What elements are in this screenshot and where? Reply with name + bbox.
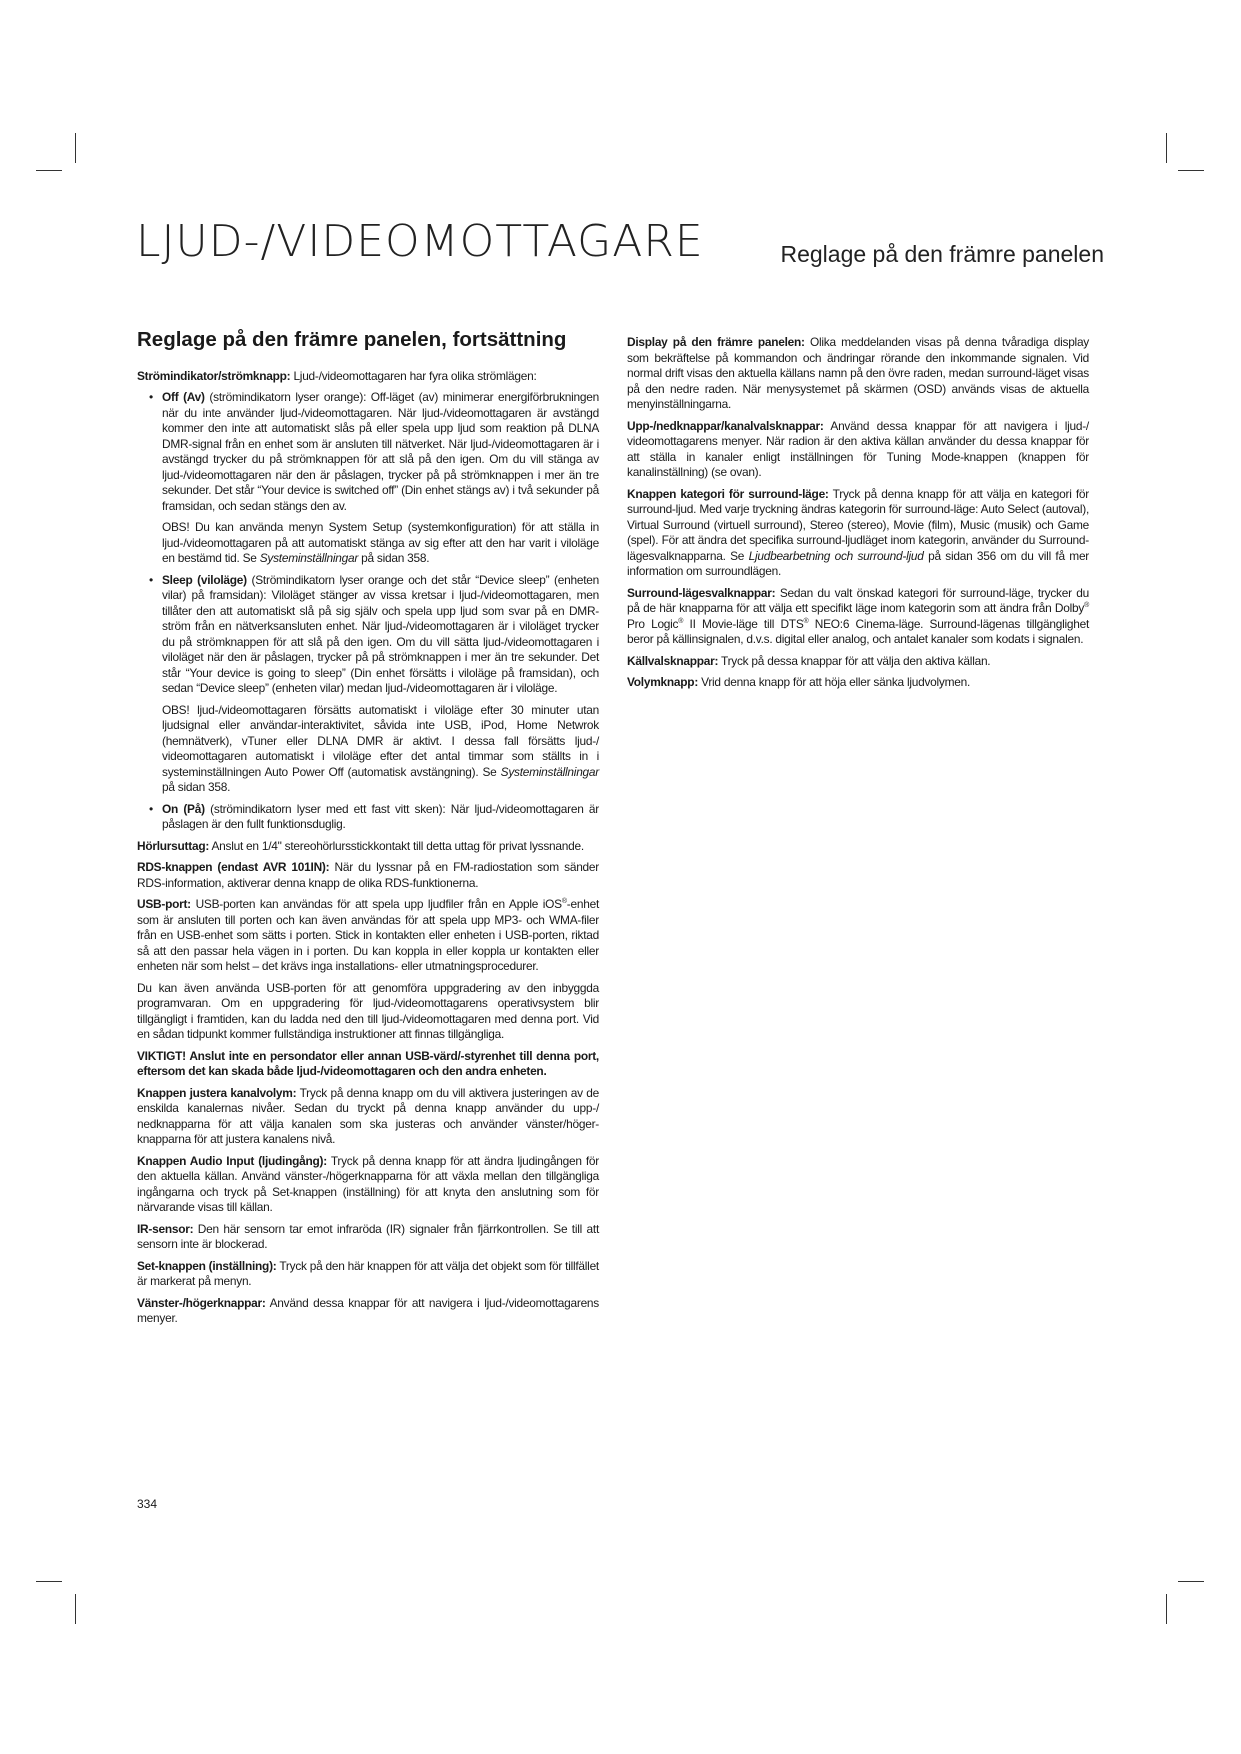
document-title: LJUD-/VIDEOMOTTAGARE [136,216,704,267]
warning-text: VIKTIGT! Anslut inte en persondator eller annan USB-värd/-styrenhet till denna port, eftersom det kan skada både ljud-/videomottagaren och den andra enheten. [137,1048,599,1078]
note-off: OBS! Du kan använda menyn System Setup (systemkonfiguration) för att ställa in ljud-/videomottagaren på att automatiskt stänga av sig efter att den har varit i viloläge en bestämd tid. Se Systeminställningar på sidan 358. [162,520,599,565]
crop-mark [75,1594,76,1624]
label-sleep: Sleep (viloläge) [162,572,247,587]
page-heading: Reglage på den främre panelen, fortsättning [137,328,567,351]
paragraph-ir-sensor: IR-sensor: Den här sensorn tar emot infraröda (IR) signaler från fjärrkontrollen. Se till att sensorn inte är blockerad. [137,1221,599,1251]
crop-mark [1166,1594,1167,1624]
link-sound-processing: Ljudbearbetning och surround-ljud [748,548,924,563]
paragraph-channel-volume: Knappen justera kanalvolym: Tryck på denna knapp om du vill aktivera justeringen av de enskilda kanalernas nivåer. Sedan du tryckt på denna knapp använder du upp-/ nedknapparna för att välja kanalen som ska justeras och använder vänster/höger-knapparna för att justera kanalens nivå. [137,1085,599,1146]
right-column [627,335,1089,697]
link-system-settings: Systeminställningar [259,551,359,565]
power-modes-list [137,390,599,833]
crop-mark [1178,170,1204,171]
link-system-settings: Systeminställningar [500,764,599,779]
paragraph-surround-category: Knappen kategori för surround-läge: Tryck på denna knapp för att välja en kategori för surround-ljud. Med varje tryckning ändras kategorin för surround-läge: Auto Select (autoval), Virtual Surround (virtuell surround), Stereo (stereo), Movie (film), Music (musik) och Game (spel). För att ändra det specifika surround-ljudläget inom kategorin, använder du Surround-lägesvalknapparna. Se Ljudbearbetning och surround-ljud på sidan 356 om du vill få mer information om surroundlägen. [627,486,1090,578]
paragraph-left-right-buttons: Vänster-/högerknappar: Använd dessa knappar för att navigera i ljud-/videomottagarens menyer. [137,1295,599,1325]
paragraph-power: Strömindikator/strömknapp: Ljud-/videomottagaren har fyra olika strömlägen: [137,368,537,383]
paragraph-display: Display på den främre panelen: Olika meddelanden visas på denna tvåradiga display som bekräftelse på kommandon och ändringar rörande den inkommande signalen. Vid normal drift visas den aktuella källans namn på den övre raden, medan surround-läget visas på den nedre raden. När menysystemet på skärmen (OSD) används visas de aktuella menyinställningarna. [627,335,1090,411]
paragraph-up-down: Upp-/nedknappar/kanalvalsknappar: Använd dessa knappar för att navigera i ljud-/ videomottagarens menyer. När radion är den aktiva källan använder du dessa knappar för att ställa in kanaler enligt inställningen för Tuning Mode-knappen (knappen för kanalinställning) (se ovan). [627,418,1089,479]
crop-mark [75,133,76,163]
crop-mark [1178,1581,1204,1582]
paragraph-source-select: Källvalsknappar: Tryck på dessa knappar för att välja den aktiva källan. [627,653,991,668]
left-column [137,330,599,1333]
label-on: On (På) [162,801,205,816]
paragraph-usb-upgrade: Du kan även använda USB-porten för att genomföra uppgradering av den inbyggda programvaran. Om en uppgradering för ljud-/videomottagarens operativsystem blir tillgängligt i framtiden, kan du ladda ned den till ljud-/videomottagaren med denna port. Vid en sådan tidpunkt kommer fullständiga instruktioner att finnas tillgängliga. [137,980,599,1041]
section-title: Reglage på den främre panelen [780,241,1104,267]
page-number: 334 [137,1497,158,1511]
paragraph-usb: USB-port: USB-porten kan användas för att spela upp ljudfiler från en Apple iOS®-enhet som är ansluten till porten och kan även användas för att spela upp MP3- och WMA-filer från en USB-enhet som sätts i porten. Stick in kontakten eller enheten i USB-porten, riktad så att den passar hela vägen in i porten. Du kan koppla in eller koppla ur kontakten eller enheten när som helst – det krävs inga installations- eller utmatningsprocedurer. [137,897,599,973]
paragraph-rds: RDS-knappen (endast AVR 101IN): När du lyssnar på en FM-radiostation som sänder RDS-information, aktiverar denna knapp de olika RDS-funktionerna. [137,860,599,890]
crop-mark [1166,133,1167,163]
crop-mark [36,170,62,171]
label-off: Off (Av) [162,390,205,404]
crop-mark [36,1581,62,1582]
paragraph-set-button: Set-knappen (inställning): Tryck på den här knappen för att välja det objekt som för tillfället är markerat på menyn. [137,1258,599,1288]
list-item-off: • Off (Av) (strömindikatorn lyser orange): Off-läget (av) minimerar energiförbrukningen när du inte använder ljud-/videomottagaren. När ljud-/videomottagaren är avstängd kommer den inte att automatiskt slås på eller spela upp ljud som reaktion på DLNA DMR-signal från en enhet som är ansluten till nätverket. När ljud-/videomottagaren är i avstängd trycker du på strömknappen för att slå på den igen. Om du vill stänga av ljud-/videomottagaren när den är påslagen, trycker på på strömknappen i mer än tre sekunder. Det står “Your device is switched off” (Din enhet stängs av) i två sekunder på framsidan, och sedan stängs den av. OBS! Du kan använda menyn System Setup (systemkonfiguration) för att ställa in ljud-/videomottagaren på att automatiskt stänga av sig efter att den har varit i viloläge en bestämd tid. Se Systeminställningar på sidan 358. [137,390,599,567]
paragraph-volume: Volymknapp: Vrid denna knapp för att höja eller sänka ljudvolymen. [627,675,971,689]
label-power: Strömindikator/strömknapp: [137,368,291,383]
paragraph-audio-input: Knappen Audio Input (ljudingång): Tryck på denna knapp för att ändra ljudingången för den aktuella källan. Använd vänster-/högerknapparna för att växla mellan den tillgängliga ingångarna och tryck på Set-knappen (inställning) för att knyta den anslutning som för närvarande visas till källan. [137,1153,599,1214]
paragraph-surround-mode: Surround-lägesvalknappar: Sedan du valt önskad kategori för surround-läge, trycker du på de här knapparna för att välja ett specifikt läge inom kategorin som att ändra från Dolby® Pro Logic® II Movie-läge till DTS® NEO:6 Cinema-läge. Surround-lägenas tillgänglighet beror på källinsignalen, d.v.s. digital eller analog, och antalet kanaler som kodats i signalen. [627,585,1090,646]
list-item-sleep: • Sleep (viloläge) (Strömindikatorn lyser orange och det står “Device sleep” (enheten vilar) på framsidan): Viloläget stänger av vissa kretsar i ljud-/videomottagaren, men tillåter den att automatiskt slå på sig själv och spela upp ljud som svar på en DMR-ström från en nätverksansluten enhet. När ljud-/videomottagaren är i viloläget trycker du på strömknappen för att slå på den igen. Om du vill sätta ljud-/videomottagaren i viloläget när den är påslagen, trycker på på strömknappen i mer än tre sekunder. Det står “Your device is going to sleep” (Din enhet försätts i viloläge på framsidan), och sedan “Device sleep” (enheten vilar) medan ljud-/videomottagaren är i viloläge. OBS! ljud-/videomottagaren försätts automatiskt i viloläge efter 30 minuter utan ljudsignal eller användar-interaktivitet, såvida inte USB, iPod, Home Netwrok (hemnätverk), vTuner eller DLNA DMR är aktivt. I dessa fall försätts ljud-/ videomottagaren automatiskt i viloläge efter det antal timmar som ställts in i systeminställningen Auto Power Off (automatisk avstängning). Se Systeminställningar på sidan 358. [137,573,599,796]
list-item-on: • On (På) (strömindikatorn lyser med ett fast vitt sken): När ljud-/videomottagaren är påslagen är den fullt funktionsduglig. [137,802,599,833]
paragraph-headphone: Hörlursuttag: Anslut en 1/4" stereohörlursstickkontakt till detta uttag för privat lyssnande. [137,838,584,853]
note-sleep: OBS! ljud-/videomottagaren försätts automatiskt i viloläge efter 30 minuter utan ljudsignal eller användar-interaktivitet, såvida inte USB, iPod, Home Netwrok (hemnätverk), vTuner eller DLNA DMR är aktivt. I dessa fall försätts ljud-/ videomottagaren automatiskt i viloläge efter det antal timmar som ställts in i systeminställningen Auto Power Off (automatisk avstängning). Se Systeminställningar på sidan 358. [162,702,599,794]
